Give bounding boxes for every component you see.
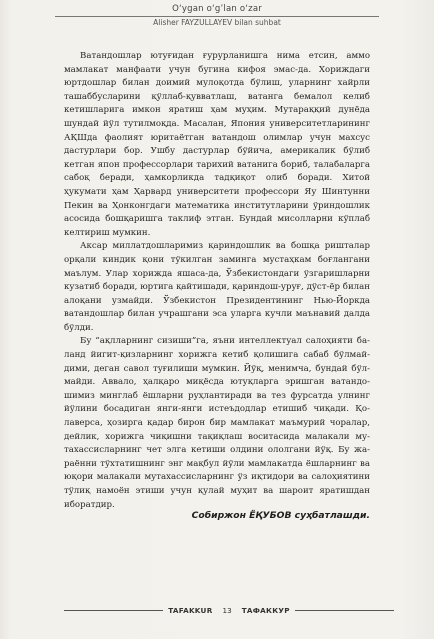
page-number: 13 <box>222 605 232 615</box>
paragraph-1: Ватандошлар ютуғидан ғурурланишга нима етсин, аммо мамлакат манфаати учун бугина кифоя эмас-да. Хориждаги юртдошлар билан доимий мулоқотда бўлиш, уларнинг хайрли ташаббусларини қўллаб-қувватлаш, ватанга бемалол келиб кетишларига имкон яратиш ҳам муҳим. Мутараққий дунёда шундай йўл тутилмоқда. Масалан, Япония университетларининг АҚШда фаолият юритаётган ватандош олимлар учун махсус дастурлари бор. Ушбу дастурлар бўйича, америкалик бўлиб кетган япон профессорлари тарихий ватанига бориб, талабаларга сабоқ беради, ҳамкорликда тадқиқот олиб боради. Хитой ҳукумати ҳам Ҳарвард университети профессори Яу Шинтунни Пекин ва Ҳонконгдаги математика институтларини ўриндошлик асосида бошқаришга таклиф этган. Бундай мисолларни кўплаб келтириш мумкин. <box>64 51 370 238</box>
article-body <box>64 50 370 512</box>
author-signature: Собиржон ЁҚУБОВ суҳбатлашди. <box>191 510 370 521</box>
footer-left-label: TAFAKKUR <box>168 605 213 615</box>
header-divider <box>55 16 379 17</box>
paragraph-2: Аксар миллатдошларимиз қариндошлик ва бошқа ришталар орқали киндик қони тўкилган заминга мустаҳкам боғлангани маълум. Улар хорижда яшаса-да, Ўзбекистондаги ўзгаришларни кузатиб боради, юртига қайтишади, қариндош-уруғ, дўст-ёр билан алоқани узмайди. Ўзбекистон Президентининг Нью-Йоркда ватандошлар билан учрашгани эса уларга кучли маънавий далда бўлди. <box>64 241 370 333</box>
header-subtitle: Alisher FAYZULLAYEV bilan suhbat <box>153 18 281 27</box>
header-title: O‘ygan o‘gʼlan o‘zar <box>172 4 262 14</box>
footer-rule-right <box>295 610 394 611</box>
running-header <box>55 4 379 27</box>
paragraph-3: Бу “ақлларнинг сизиши”га, яъни интеллектуал салоҳияти баланд йигит-қизларнинг хорижга кетиб қолишига сабаб бўлмайдими, деган савол туғилиши мумкин. Йўқ, менимча, бундай бўлмайди. Аввало, ҳалқаро миқёсда ютуқларга эришган ватандошимиз минглаб ёшларни руҳлантиради ва тез фурсатда улнинг йўлини босадиган янги-янги истеъдодлар етишиб чиқади. Қолаверса, ҳозирга қадар бирон бир мамлакат маъмурий чоралар, дейлик, хорижга чиқишни тақиқлаш воситасида малакали мутахассисларнинг чет элга кетиши олдини ололгани йўқ. Бу жараённи тўхтатишнинг энг мақбул йўли мамлакатда ёшларнинг ва юқори малакали мутахассисларнинг ўз иқтидори ва салоҳиятини тўлиқ намоён этиши учун қулай муҳит ва шароит яратишдан иборатдир. <box>64 336 370 510</box>
footer-right-label: ТАФАККУР <box>241 605 290 615</box>
footer-rule-left <box>64 610 163 611</box>
page-footer <box>64 604 394 616</box>
